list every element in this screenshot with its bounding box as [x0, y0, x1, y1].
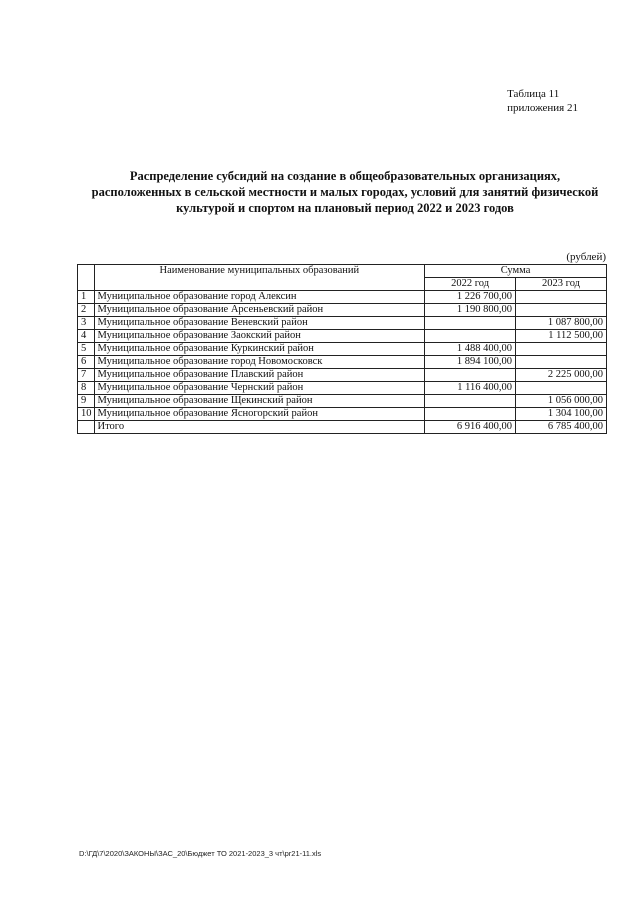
- amount-2023: 2 225 000,00: [516, 369, 607, 382]
- amount-2023: [516, 343, 607, 356]
- municipality-name: Муниципальное образование Чернский район: [94, 382, 425, 395]
- row-number: 5: [78, 343, 95, 356]
- municipality-name: Муниципальное образование город Новомосковск: [94, 356, 425, 369]
- header-year-2022: 2022 год: [425, 278, 516, 291]
- table-row: [78, 291, 607, 304]
- table-row: [78, 395, 607, 408]
- header-municipality-name: Наименование муниципальных образований: [94, 265, 425, 291]
- table-row: [78, 382, 607, 395]
- amount-2023: [516, 356, 607, 369]
- municipality-name: Муниципальное образование Ясногорский район: [94, 408, 425, 421]
- total-2023: 6 785 400,00: [516, 421, 607, 434]
- amount-2022: [425, 330, 516, 343]
- subsidy-table: [77, 264, 607, 434]
- header-sum: Сумма: [425, 265, 607, 278]
- municipality-name: Муниципальное образование Заокский район: [94, 330, 425, 343]
- amount-2022: [425, 408, 516, 421]
- table-row: [78, 356, 607, 369]
- appendix-label: приложения 21: [507, 102, 578, 114]
- row-number: 9: [78, 395, 95, 408]
- row-number: 2: [78, 304, 95, 317]
- row-number: 4: [78, 330, 95, 343]
- table-row: [78, 369, 607, 382]
- table-reference: [507, 87, 578, 115]
- table-number-label: Таблица 11: [507, 88, 560, 100]
- table-row: [78, 408, 607, 421]
- table-row: [78, 317, 607, 330]
- table-row: [78, 330, 607, 343]
- amount-2022: [425, 317, 516, 330]
- row-number: 1: [78, 291, 95, 304]
- row-number: 8: [78, 382, 95, 395]
- title-line-3: культурой и спортом на плановый период 2022 и 2023 годов: [176, 201, 514, 215]
- municipality-name: Муниципальное образование Арсеньевский район: [94, 304, 425, 317]
- municipality-name: Муниципальное образование Куркинский район: [94, 343, 425, 356]
- amount-2022: 1 488 400,00: [425, 343, 516, 356]
- amount-2022: 1 116 400,00: [425, 382, 516, 395]
- title-line-2: расположенных в сельской местности и малых городах, условий для занятий физической: [91, 185, 599, 199]
- total-row-number: [78, 421, 95, 434]
- amount-2022: 1 226 700,00: [425, 291, 516, 304]
- row-number: 10: [78, 408, 95, 421]
- total-row: [78, 421, 607, 434]
- municipality-name: Муниципальное образование Щекинский район: [94, 395, 425, 408]
- municipality-name: Муниципальное образование город Алексин: [94, 291, 425, 304]
- file-path-footer: D:\ГД\7\2020\ЗАКОНЫ\ЗАС_20\Бюджет ТО 2021-2023_3 чт\pr21-11.xls: [79, 849, 322, 858]
- amount-2022: [425, 369, 516, 382]
- row-number: 3: [78, 317, 95, 330]
- table-row: [78, 304, 607, 317]
- amount-2022: 1 894 100,00: [425, 356, 516, 369]
- unit-label: (рублей): [566, 251, 606, 263]
- table-body: [78, 291, 607, 434]
- amount-2023: 1 056 000,00: [516, 395, 607, 408]
- header-number: [78, 265, 95, 291]
- municipality-name: Муниципальное образование Веневский район: [94, 317, 425, 330]
- row-number: 6: [78, 356, 95, 369]
- amount-2023: 1 087 800,00: [516, 317, 607, 330]
- header-year-2023: 2023 год: [516, 278, 607, 291]
- total-label: Итого: [94, 421, 425, 434]
- amount-2022: [425, 395, 516, 408]
- total-2022: 6 916 400,00: [425, 421, 516, 434]
- amount-2023: [516, 304, 607, 317]
- amount-2023: 1 112 500,00: [516, 330, 607, 343]
- title-line-1: Распределение субсидий на создание в общеобразовательных организациях,: [129, 169, 561, 183]
- amount-2023: [516, 382, 607, 395]
- row-number: 7: [78, 369, 95, 382]
- amount-2023: 1 304 100,00: [516, 408, 607, 421]
- amount-2023: [516, 291, 607, 304]
- table-row: [78, 343, 607, 356]
- municipality-name: Муниципальное образование Плавский район: [94, 369, 425, 382]
- amount-2022: 1 190 800,00: [425, 304, 516, 317]
- document-title: [80, 168, 610, 216]
